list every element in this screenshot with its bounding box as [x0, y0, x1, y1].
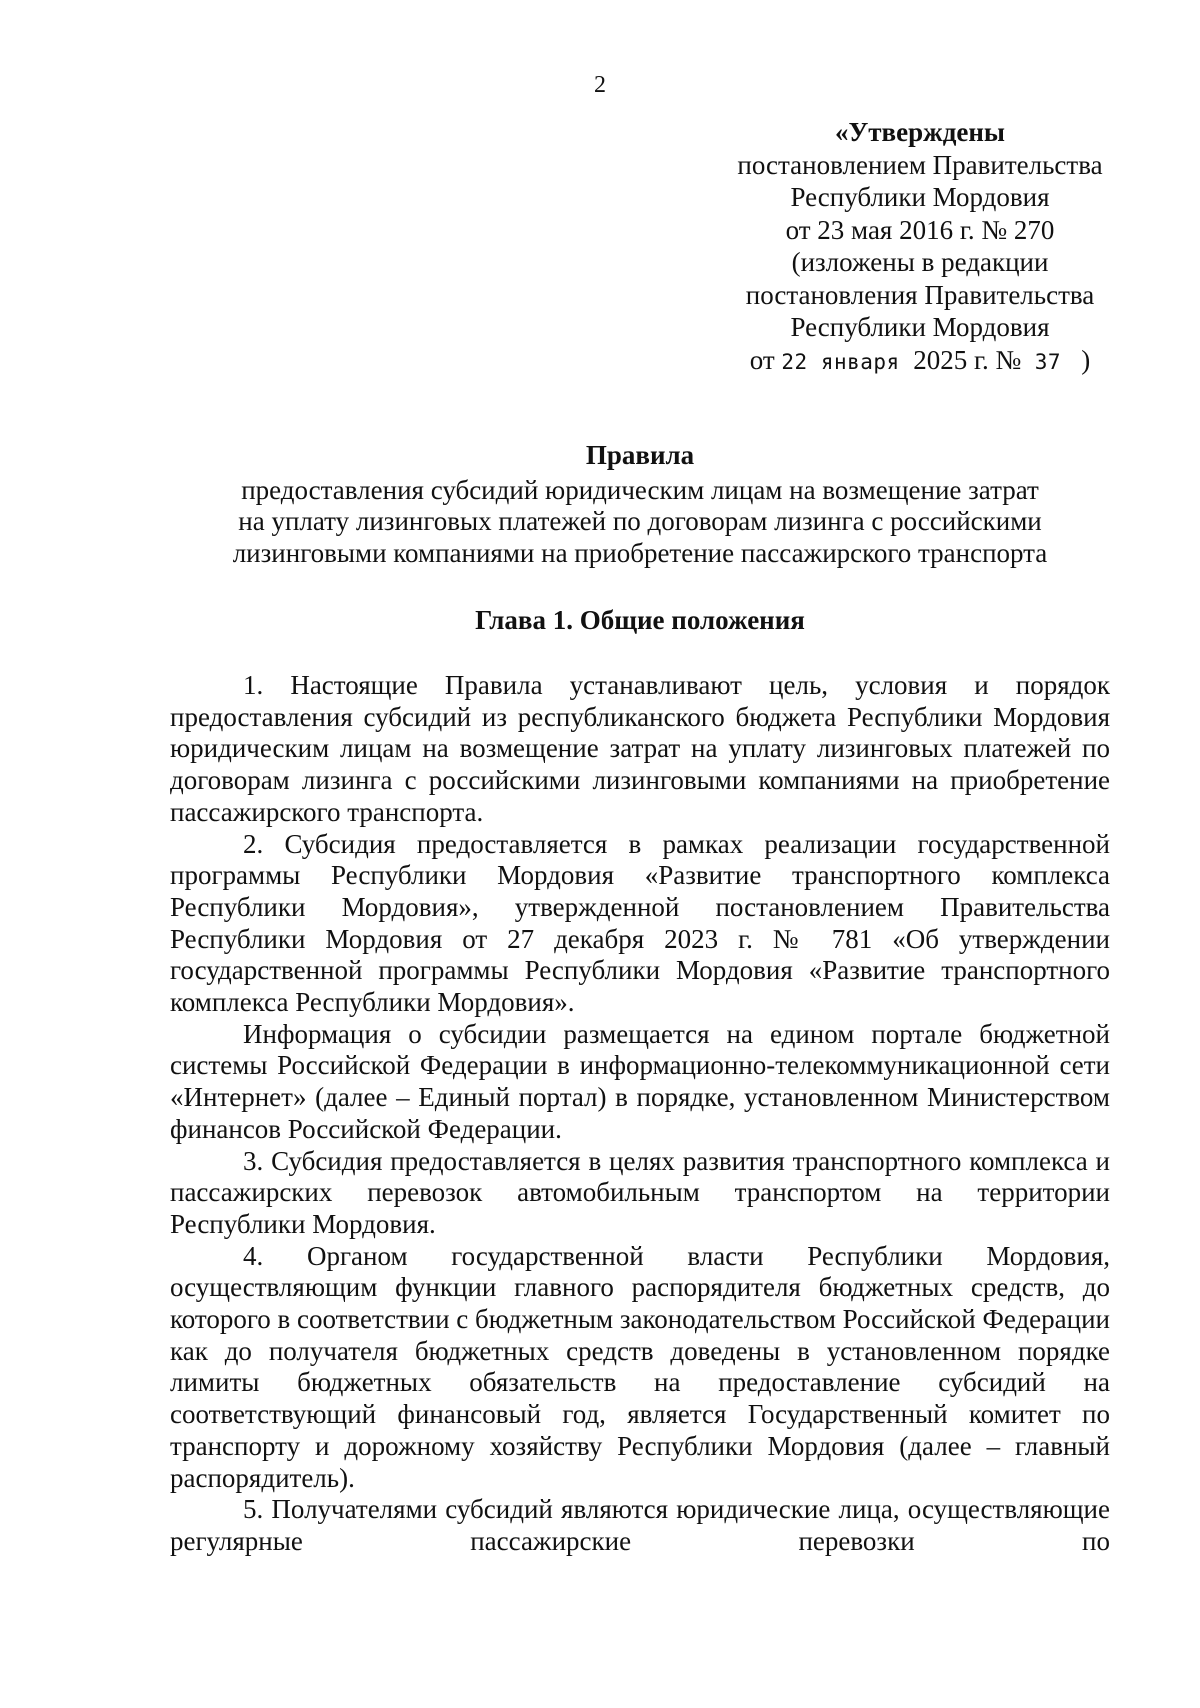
document-subtitle-line: предоставления субсидий юридическим лицам на возмещение затрат [241, 474, 1039, 505]
approval-line: Республики Мордовия [790, 312, 1050, 342]
paragraph-2: 2. Субсидия предоставляется в рамках реализации государственной программы Республики Мордовия «Развитие транспортного комплекса Республики Мордовия», утвержденной постановлением Правительства Республики Мордовия от 27 декабря 2023 г. № 781 «Об утверждении государственной программы Республики Мордовия «Развитие транспортного комплекса Республики Мордовия». [170, 828, 1110, 1018]
approval-date-line [720, 344, 1120, 379]
approval-line: Республики Мордовия [790, 182, 1050, 212]
paragraph-4: 4. Органом государственной власти Республики Мордовия, осуществляющим функции главного распорядителя бюджетных средств, до которого в соответствии с бюджетным законодательством Российской Федерации как до получателя бюджетных средств доведены в установленном порядке лимиты бюджетных обязательств на предоставление субсидий на соответствующий финансовый год, является Государственный комитет по транспорту и дорожному хозяйству Республики Мордовия (далее – главный распорядитель). [170, 1240, 1110, 1493]
paragraph-2-info: Информация о субсидии размещается на едином портале бюджетной системы Российской Федерации в информационно-телекоммуникационной сети «Интернет» (далее – Единый портал) в порядке, установленном Министерством финансов Российской Федерации. [170, 1018, 1110, 1144]
document-subtitle-line: лизинговыми компаниями на приобретение пассажирского транспорта [232, 537, 1048, 568]
paragraph-3: 3. Субсидия предоставляется в целях развития транспортного комплекса и пассажирских перевозок автомобильным транспортом на территории Республики Мордовия. [170, 1145, 1110, 1239]
approval-heading: «Утверждены [834, 117, 1005, 147]
approval-date-suffix: ) [1081, 344, 1091, 375]
approval-line: постановлением Правительства [737, 149, 1103, 180]
paragraph-5: 5. Получателями субсидий являются юридические лица, осуществляющие регулярные пассажирские перевозки по [170, 1494, 1110, 1556]
paragraph-1: 1. Настоящие Правила устанавливают цель, условия и порядок предоставления субсидий из республиканского бюджета Республики Мордовия юридическим лицам на возмещение затрат на уплату лизинговых платежей по договорам лизинга с российскими лизинговыми компаниями на приобретение пассажирского транспорта. [170, 670, 1110, 827]
approval-date-prefix: от [749, 344, 775, 375]
approval-line: постановления Правительства [745, 279, 1095, 310]
document-title: Правила [585, 440, 695, 470]
chapter-title: Глава 1. Общие положения [475, 605, 805, 635]
approval-stamp-block [720, 116, 1120, 378]
approval-date-year: 2025 г. № [913, 344, 1022, 375]
approval-line: от 23 мая 2016 г. № 270 [785, 214, 1055, 245]
approval-date-day-month: 22 января [781, 349, 900, 374]
approval-line: (изложены в редакции [791, 247, 1049, 277]
document-subtitle-line: на уплату лизинговых платежей по договорам лизинга с российскими [238, 506, 1042, 536]
page-number: 2 [594, 72, 606, 98]
document-title-block [170, 440, 1110, 569]
document-body [170, 670, 1110, 1558]
approval-doc-number: 37 [1034, 349, 1062, 374]
